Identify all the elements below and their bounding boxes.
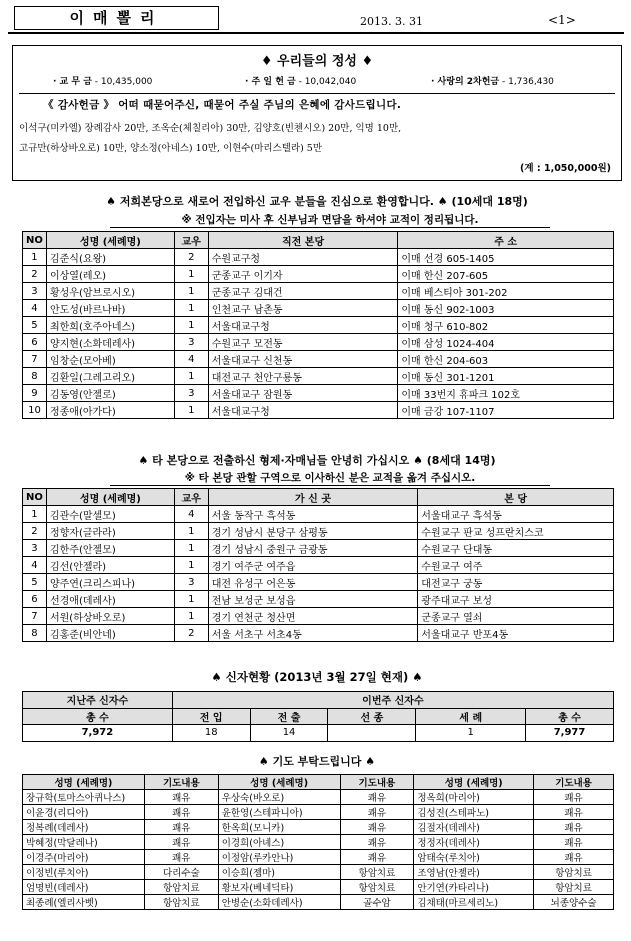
table-cell: 장규학(토마스아퀴나스) <box>23 790 145 805</box>
table-cell: 4 <box>23 300 47 317</box>
table-cell: 8 <box>23 368 47 385</box>
this-week-total: 7,977 <box>526 725 614 742</box>
table-cell: 2 <box>23 523 47 540</box>
offering-totals <box>13 74 621 90</box>
table-cell: 대전 유성구 어은동 <box>208 574 418 591</box>
table-cell: 대전교구 궁동 <box>418 574 614 591</box>
table-cell: 김선(안젤라) <box>46 557 174 574</box>
table-cell: 박혜정(막달레나) <box>23 835 145 850</box>
col-header: 가 신 곳 <box>208 489 418 506</box>
table-row <box>23 805 614 820</box>
col-header: 기도내용 <box>340 775 414 790</box>
page-header <box>8 4 624 34</box>
col-header: 기도내용 <box>144 775 218 790</box>
table-row <box>23 850 614 865</box>
table-cell: 정복례(데레사) <box>23 820 145 835</box>
col-header: NO <box>23 232 47 249</box>
table-cell: 조영남(안젤라) <box>414 865 534 880</box>
table-cell: 6 <box>23 591 47 608</box>
table-cell: 경기 연천군 청산면 <box>208 608 418 625</box>
table-cell: 군종교구 김대건 <box>208 283 398 300</box>
table-cell: 4 <box>174 506 208 523</box>
table-cell: 골수암 <box>340 895 414 910</box>
table-row <box>23 608 614 625</box>
table-cell: 임창순(모아베) <box>46 351 174 368</box>
table-cell: 이상열(레오) <box>46 266 174 283</box>
table-cell: 7 <box>23 351 47 368</box>
table-cell: 6 <box>23 334 47 351</box>
total-label: · 교 무 금 <box>53 77 92 87</box>
table-cell: 이매 33번지 휴파크 102호 <box>398 385 614 402</box>
table-cell: 선경애(데레사) <box>46 591 174 608</box>
table-cell: 김성진(스테파노) <box>414 805 534 820</box>
thanks-offerings <box>19 93 615 174</box>
table-cell: 쾌유 <box>144 835 218 850</box>
table-row <box>23 368 614 385</box>
table-cell: 서울대교구청 <box>208 402 398 419</box>
table-row <box>23 540 614 557</box>
table-cell: 8 <box>23 625 47 642</box>
table-cell: 다리수술 <box>144 865 218 880</box>
table-cell: 쾌유 <box>340 835 414 850</box>
table-cell: 10 <box>23 402 47 419</box>
table-cell: 1 <box>174 591 208 608</box>
table-cell: 쾌유 <box>144 820 218 835</box>
leavers-rows <box>23 506 614 642</box>
table-header-row <box>23 708 614 725</box>
newcomers-table <box>22 231 614 419</box>
table-cell: 9 <box>23 385 47 402</box>
table-cell: 1 <box>174 523 208 540</box>
table-cell: 항암치료 <box>534 880 614 895</box>
table-row <box>23 317 614 334</box>
leavers-table <box>22 488 614 642</box>
table-cell: 서울 서초구 서초4동 <box>208 625 418 642</box>
table-header-row <box>23 775 614 790</box>
table-row <box>23 351 614 368</box>
table-cell: 1 <box>23 249 47 266</box>
stats-heading: ♠ 신자현황 (2013년 3월 27일 현재) ♠ <box>211 670 423 684</box>
table-cell: 이정빈(루치아) <box>23 865 145 880</box>
table-cell: 안병순(소화데레사) <box>218 895 340 910</box>
table-cell: 서울 동작구 흑석동 <box>208 506 418 523</box>
table-cell: 서울대교구 잠원동 <box>208 385 398 402</box>
table-cell: 3 <box>174 334 208 351</box>
thanks-heading: 《 감사헌금 》 어떠 때묻어주신, 때묻어 주실 주님의 은혜에 감사드립니다. <box>43 99 402 111</box>
col-header: 성명 (세례명) <box>218 775 340 790</box>
table-cell: 경기 성남시 중원구 금광동 <box>208 540 418 557</box>
table-cell: 경기 성남시 분당구 삼평동 <box>208 523 418 540</box>
total-label: · 주 일 헌 금 <box>245 77 296 87</box>
deceased-count <box>328 725 416 742</box>
table-cell: 인천교구 남촌동 <box>208 300 398 317</box>
table-cell: 양지현(소화데레사) <box>46 334 174 351</box>
table-cell: 김환일(그레고리오) <box>46 368 174 385</box>
table-cell: 쾌유 <box>340 805 414 820</box>
table-row <box>23 300 614 317</box>
table-cell: 1 <box>174 283 208 300</box>
table-cell: 광주대교구 보성 <box>418 591 614 608</box>
last-week-total: 7,972 <box>23 725 173 742</box>
table-cell: 3 <box>23 540 47 557</box>
table-cell: 이매 선경 605-1405 <box>398 249 614 266</box>
table-cell: 우상숙(바오로) <box>218 790 340 805</box>
table-row <box>23 385 614 402</box>
table-cell: 정옥희(마리아) <box>414 790 534 805</box>
table-cell: 김준식(요왕) <box>46 249 174 266</box>
col-header: 성명 (세례명) <box>46 232 174 249</box>
table-cell: 쾌유 <box>534 835 614 850</box>
table-cell: 대전교구 천안구룡동 <box>208 368 398 385</box>
thanks-sum: (계 : 1,050,000원) <box>520 163 611 174</box>
table-cell: 전남 보성군 보성읍 <box>208 591 418 608</box>
table-row <box>23 865 614 880</box>
total-sunday <box>245 74 356 87</box>
table-cell: 이매 삼성 1024-404 <box>398 334 614 351</box>
table-cell: 수원교구 판교 성프란치스코 <box>418 523 614 540</box>
moved-out-count: 14 <box>250 725 328 742</box>
table-cell: 이매 동신 902-1003 <box>398 300 614 317</box>
col-header: 전 입 <box>172 708 250 725</box>
table-cell: 1 <box>174 540 208 557</box>
table-cell: 쾌유 <box>340 790 414 805</box>
col-header: 교우 <box>174 489 208 506</box>
table-cell: 쾌유 <box>340 820 414 835</box>
table-cell: 이경주(마리아) <box>23 850 145 865</box>
table-cell: 서울대교구 신천동 <box>208 351 398 368</box>
table-cell: 이매 한신 207-605 <box>398 266 614 283</box>
table-cell: 쾌유 <box>534 820 614 835</box>
table-cell: 윤한영(스테파니아) <box>218 805 340 820</box>
table-cell: 김채태(마르세리노) <box>414 895 534 910</box>
table-row <box>23 283 614 300</box>
table-cell: 수원교구 모전동 <box>208 334 398 351</box>
total-label: · 사랑의 2차헌금 <box>431 77 500 87</box>
table-cell: 1 <box>174 402 208 419</box>
table-row <box>23 725 614 742</box>
col-header: 선 종 <box>328 708 416 725</box>
table-cell: 쾌유 <box>144 805 218 820</box>
table-cell: 1 <box>23 506 47 523</box>
table-cell: 경기 여주군 여주읍 <box>208 557 418 574</box>
table-row <box>23 895 614 910</box>
table-cell: 1 <box>174 608 208 625</box>
last-week-label: 지난주 신자수 <box>23 692 173 709</box>
total-value: - 1,736,430 <box>499 77 554 87</box>
table-cell: 최한희(호주아네스) <box>46 317 174 334</box>
table-header-row <box>23 232 614 249</box>
table-cell: 수원교구청 <box>208 249 398 266</box>
table-cell: 한옥희(모니카) <box>218 820 340 835</box>
table-cell: 이윤경(리디아) <box>23 805 145 820</box>
table-cell: 항암치료 <box>340 880 414 895</box>
newcomers-note: ※ 전입자는 미사 후 신부님과 면담을 하셔야 교적이 정리됩니다. <box>110 212 550 228</box>
this-week-label: 이번주 신자수 <box>172 692 613 709</box>
table-cell: 뇌종양수술 <box>534 895 614 910</box>
col-header: 총 수 <box>526 708 614 725</box>
table-cell: 이정암(루카안나) <box>218 850 340 865</box>
table-cell: 쾌유 <box>340 850 414 865</box>
table-cell: 2 <box>23 266 47 283</box>
leavers-note: ※ 타 본당 관할 구역으로 이사하신 분은 교적을 옮겨 주십시오. <box>110 470 550 486</box>
table-cell: 이경희(아녜스) <box>218 835 340 850</box>
table-row <box>23 625 614 642</box>
table-cell: 쾌유 <box>144 850 218 865</box>
table-cell: 7 <box>23 608 47 625</box>
table-cell: 이매 베스티아 301-202 <box>398 283 614 300</box>
stats-table <box>22 691 614 742</box>
table-cell: 안도성(바르나바) <box>46 300 174 317</box>
offering-heading: ♦ 우리들의 정성 ♦ <box>260 54 374 69</box>
table-row <box>23 790 614 805</box>
col-header: 성명 (세례명) <box>414 775 534 790</box>
table-cell: 1 <box>174 368 208 385</box>
offering-box <box>12 45 622 181</box>
table-row <box>23 880 614 895</box>
table-cell: 정정자(데레사) <box>414 835 534 850</box>
table-row <box>23 402 614 419</box>
table-cell: 김한주(안젤모) <box>46 540 174 557</box>
table-cell: 이승희(젬마) <box>218 865 340 880</box>
table-cell: 3 <box>174 385 208 402</box>
table-row <box>23 334 614 351</box>
table-cell: 1 <box>174 300 208 317</box>
table-cell: 5 <box>23 317 47 334</box>
table-row <box>23 820 614 835</box>
table-cell: 김관수(말셀모) <box>46 506 174 523</box>
col-header: 성명 (세례명) <box>46 489 174 506</box>
table-cell: 안기연(카타리나) <box>414 880 534 895</box>
table-cell: 쾌유 <box>534 790 614 805</box>
table-cell: 4 <box>174 351 208 368</box>
table-cell: 이매 금강 107-1107 <box>398 402 614 419</box>
table-cell: 이매 청구 610-802 <box>398 317 614 334</box>
table-cell: 정향자(글라라) <box>46 523 174 540</box>
baptism-count: 1 <box>416 725 526 742</box>
table-cell: 1 <box>174 317 208 334</box>
table-row <box>23 249 614 266</box>
issue-date: 2013. 3. 31 <box>360 15 423 28</box>
col-header: 주 소 <box>398 232 614 249</box>
table-cell: 군종교구 열쇠 <box>418 608 614 625</box>
newcomers-rows <box>23 249 614 419</box>
table-cell: 이매 동신 301-1201 <box>398 368 614 385</box>
table-cell: 군종교구 이기자 <box>208 266 398 283</box>
table-cell: 수원교구 여주 <box>418 557 614 574</box>
table-cell: 2 <box>174 625 208 642</box>
newsletter-title: 이매뽈리 <box>14 6 219 30</box>
table-cell: 항암치료 <box>340 865 414 880</box>
table-cell: 황보자(베네딕타) <box>218 880 340 895</box>
table-cell: 암태숙(루치아) <box>414 850 534 865</box>
table-cell: 항암치료 <box>144 880 218 895</box>
table-cell: 양주연(크리스피나) <box>46 574 174 591</box>
table-cell: 김동영(안젤로) <box>46 385 174 402</box>
table-cell: 쾌유 <box>144 790 218 805</box>
table-header-row <box>23 692 614 709</box>
col-header: 직전 본당 <box>208 232 398 249</box>
thanks-line: 이석구(미카엘) 장례감사 20만, 조옥순(체칠리아) 30만, 김양호(빈첸시오) 20만, 익명 10만, <box>19 123 402 134</box>
table-header-row <box>23 489 614 506</box>
table-row <box>23 835 614 850</box>
table-cell: 쾌유 <box>534 805 614 820</box>
table-row <box>23 557 614 574</box>
table-row <box>23 506 614 523</box>
leavers-heading: ♠ 타 본당으로 전출하신 형제·자매님들 안녕히 가십시오 ♠ (8세대 14명) <box>138 454 496 467</box>
table-row <box>23 266 614 283</box>
col-header: 세 례 <box>416 708 526 725</box>
thanks-line: 고규만(하상바오로) 10만, 양소정(아네스) 10만, 이현수(마리스텔라) 5만 <box>19 143 323 154</box>
table-row <box>23 574 614 591</box>
col-header: 기도내용 <box>534 775 614 790</box>
table-cell: 항암치료 <box>144 895 218 910</box>
total-tithe <box>53 74 152 87</box>
table-cell: 황성우(암브로시오) <box>46 283 174 300</box>
newcomers-heading: ♠ 저희본당으로 새로어 전입하신 교우 분들을 진심으로 환영합니다. ♠ (10세대 18명) <box>106 195 528 208</box>
col-header: 본 당 <box>418 489 614 506</box>
table-cell: 정종애(아가다) <box>46 402 174 419</box>
prayers-table <box>22 774 614 910</box>
table-cell: 쾌유 <box>534 850 614 865</box>
table-cell: 서울대교구 반포4동 <box>418 625 614 642</box>
col-header: NO <box>23 489 47 506</box>
table-cell: 엄명빈(데레사) <box>23 880 145 895</box>
prayers-rows <box>23 790 614 910</box>
col-header: 성명 (세례명) <box>23 775 145 790</box>
table-cell: 최종례(엘리사벳) <box>23 895 145 910</box>
col-header: 교우 <box>174 232 208 249</box>
table-cell: 2 <box>174 249 208 266</box>
table-cell: 5 <box>23 574 47 591</box>
table-cell: 4 <box>23 557 47 574</box>
table-cell: 서원(하상바오로) <box>46 608 174 625</box>
table-cell: 1 <box>174 266 208 283</box>
table-cell: 1 <box>174 557 208 574</box>
table-cell: 김홍준(비안네) <box>46 625 174 642</box>
table-cell: 서울대교구청 <box>208 317 398 334</box>
table-cell: 김절자(데레사) <box>414 820 534 835</box>
prayers-heading: ♠ 기도 부탁드립니다 ♠ <box>258 755 376 768</box>
table-cell: 수원교구 단대동 <box>418 540 614 557</box>
moved-in-count: 18 <box>172 725 250 742</box>
col-header: 전 출 <box>250 708 328 725</box>
table-cell: 항암치료 <box>534 865 614 880</box>
total-value: - 10,435,000 <box>91 77 153 87</box>
table-cell: 3 <box>23 283 47 300</box>
table-cell: 이매 한신 204-603 <box>398 351 614 368</box>
table-cell: 3 <box>174 574 208 591</box>
col-header: 총 수 <box>23 708 173 725</box>
total-second-collection <box>431 74 554 87</box>
total-value: - 10,042,040 <box>295 77 357 87</box>
table-row <box>23 591 614 608</box>
page-number: <1> <box>548 13 576 27</box>
table-row <box>23 523 614 540</box>
table-cell: 서울대교구 흑석동 <box>418 506 614 523</box>
